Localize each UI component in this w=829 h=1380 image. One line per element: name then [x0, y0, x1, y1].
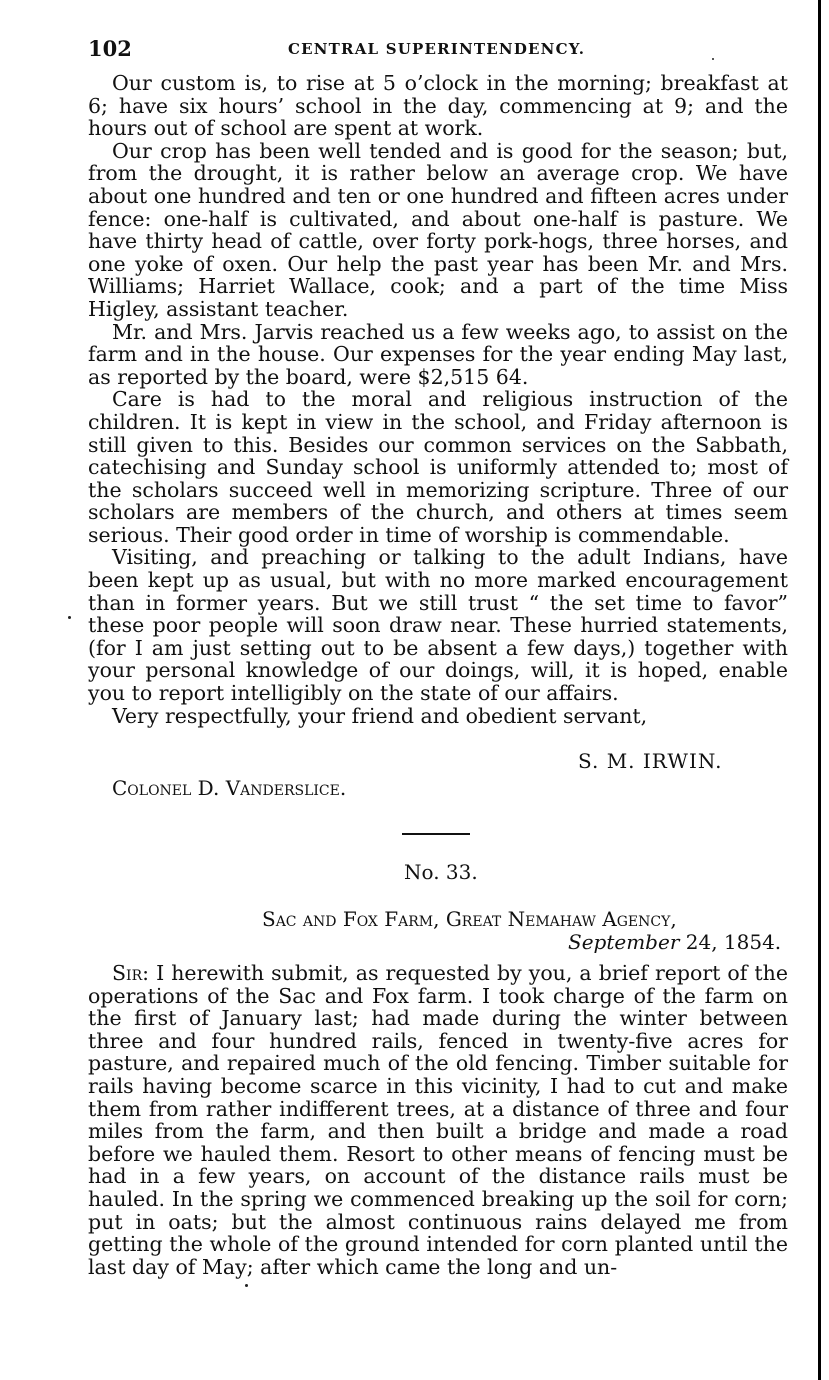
- salutation: Sir:: [112, 961, 150, 985]
- closing-line: Very respectfully, your friend and obedient servant,: [112, 703, 648, 728]
- print-speck: [712, 58, 714, 60]
- print-speck: [245, 1284, 248, 1287]
- dateline-place: Sac and Fox Farm, Great Nemahaw Agency,: [262, 907, 677, 931]
- dateline-date: [568, 930, 781, 954]
- report-text: I herewith submit, as requested by you, a brief report of the operations of the Sac and Fox farm. I took charge of the farm on the first of January last; had made during the winter between three and four hundred rails, fenced in twenty-five acres for pasture, and repaired much of the old fencing. Timber suitable for rails having become scarce in this vicinity, I had to cut and make them from rather indifferent trees, at a distance of three and four miles from the farm, and then built a bridge and made a road before we hauled them. Resort to other means of fencing must be had in a few years, on account of the distance rails must be hauled. In the spring we commenced breaking up the soil for corn; put in oats; but the almost continuous rains delayed me from getting the whole of the ground intended for corn planted until the last day of May; after which came the long and un-: [88, 961, 788, 1279]
- addressee: Colonel D. Vanderslice.: [112, 776, 347, 800]
- signature: S. M. IRWIN.: [578, 749, 723, 773]
- paragraph-2: Our crop has been well tended and is good for the season; but, from the drought, it is rather below an average crop. We have about one hundred and ten or one hundred and fifteen acres under fence: one-half is cultivated, and about one-half is pasture. We have thirty head of cattle, over forty pork-hogs, three horses, and one yoke of oxen. Our help the past year has been Mr. and Mrs. Williams; Harriet Wallace, cook; and a part of the time Miss Higley, assistant teacher.: [88, 138, 788, 321]
- page-edge-line: [818, 0, 821, 1380]
- paragraph-5: Visiting, and preaching or talking to the adult Indians, have been kept up as usual, but with no more marked encouragement than in former years. But we still trust “ the set time to favor” these poor people will soon draw near. These hurried statements, (for I am just setting out to be absent a few days,) together with your personal knowledge of our doings, will, it is hoped, enable you to report intelligibly on the state of our affairs.: [88, 545, 788, 706]
- paragraph-3: Mr. and Mrs. Jarvis reached us a few weeks ago, to assist on the farm and in the house. Our expenses for the year ending May last, as reported by the board, were $2,515 64.: [88, 319, 788, 389]
- document-number: No. 33.: [404, 860, 478, 884]
- paragraph-4: Care is had to the moral and religious instruction of the children. It is kept in view in the school, and Friday afternoon is still given to this. Besides our common services on the Sabbath, catechising and Sunday school is uniformly attended to; most of the scholars succeed well in memorizing scripture. Three of our scholars are members of the church, and others at times seem serious. Their good order in time of worship is commendable.: [88, 387, 788, 547]
- running-head: CENTRAL SUPERINTENDENCY.: [288, 40, 586, 58]
- page-header: [88, 36, 788, 60]
- letter-body: [88, 72, 788, 727]
- page-number: 102: [88, 36, 132, 61]
- paragraph-1: Our custom is, to rise at 5 o’clock in the morning; breakfast at 6; have six hours’ school in the day, commencing at 9; and the hours out of school are spent at work.: [88, 71, 788, 141]
- date-month: September: [568, 930, 680, 954]
- print-speck: [68, 616, 71, 619]
- date-day-year: 24, 1854.: [679, 930, 782, 954]
- section-divider: [402, 833, 470, 835]
- report-body: [88, 962, 788, 1278]
- report-paragraph: [88, 962, 788, 1278]
